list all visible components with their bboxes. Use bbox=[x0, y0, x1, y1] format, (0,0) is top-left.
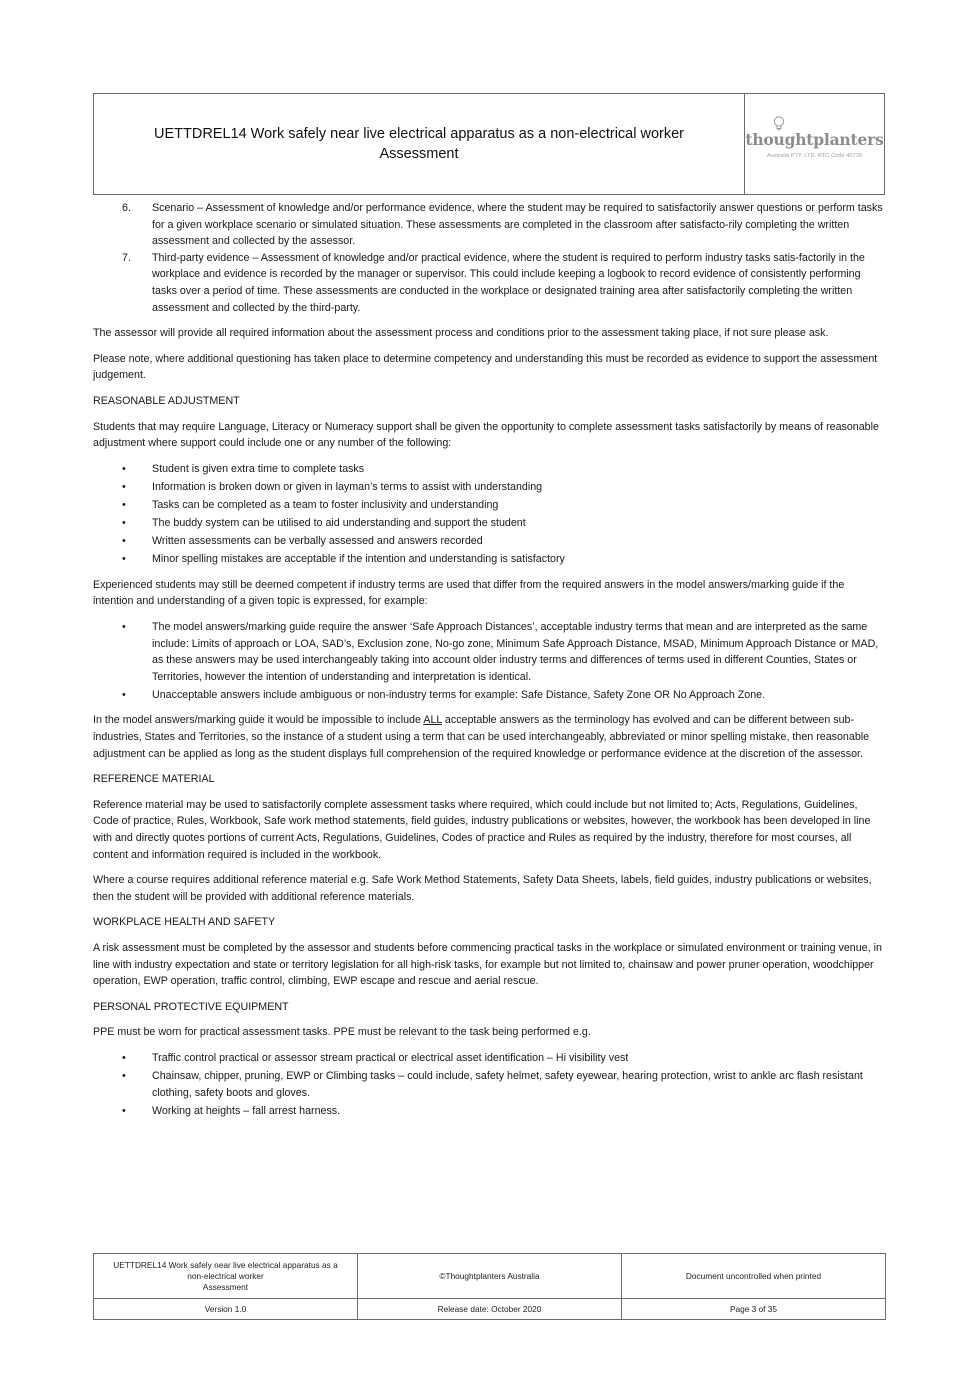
page-header bbox=[93, 93, 885, 195]
bullet-icon: • bbox=[122, 1051, 126, 1064]
list-item: • Unacceptable answers include ambiguous or non-industry terms for example: Safe Distance, Safety Zone OR No Approach Zone. bbox=[93, 687, 885, 704]
bullet-icon: • bbox=[122, 553, 126, 566]
paragraph-reference-2: Where a course requires additional reference material e.g. Safe Work Method Statements, Safety Data Sheets, labels, field guides, industry publications or websites, then the student will be provided with additional reference materials. bbox=[93, 874, 872, 903]
lightbulb-icon bbox=[773, 116, 785, 131]
paragraph-reference-1: Reference material may be used to satisfactorily complete assessment tasks where required, which could include but not limited to; Acts, Regulations, Guidelines, Code of practice, Rules, Workbook, Safe work method statements, field guides, industry publications or websites, however, the workbook has been developed in line with and directly quotes portions of current Acts, Regulations, Guidelines, Codes of practice and Rules as required by the industry, therefore for most courses, all content and information required is included in the workbook. bbox=[93, 798, 871, 861]
paragraph-assessor: The assessor will provide all required information about the assessment process and conditions prior to the assessment taking place, if not sure please ask. bbox=[93, 327, 829, 340]
paragraph-ppe: PPE must be worn for practical assessment tasks. PPE must be relevant to the task being performed e.g. bbox=[93, 1026, 591, 1039]
list-item: • Minor spelling mistakes are acceptable if the intention and understanding is satisfactory bbox=[93, 551, 885, 568]
paragraph-model-answers: In the model answers/marking guide it would be impossible to include ALL acceptable answers as the terminology has evolved and can be different between sub-industries, States and Territories, so the instance of a student using a term that can be used interchangeably, abbreviated or minor spelling mistake, then reasonable adjustment can be applied as long as the student displays full comprehension of the required knowledge or performance evidence at the discretion of the assessor. bbox=[93, 714, 870, 760]
list-item: • Information is broken down or given in layman’s terms to assist with understanding bbox=[93, 479, 885, 496]
heading-ppe: PERSONAL PROTECTIVE EQUIPMENT bbox=[93, 1000, 289, 1013]
footer-copyright: ©Thoughtplanters Australia bbox=[358, 1254, 622, 1299]
list-item: • Working at heights – fall arrest harness. bbox=[93, 1103, 885, 1120]
header-title bbox=[94, 94, 745, 194]
logo-text: thoughtplanters bbox=[745, 129, 884, 149]
footer-uncontrolled-notice: Document uncontrolled when printed bbox=[622, 1254, 886, 1299]
footer-unit-title: UETTDREL14 Work safely near live electrical apparatus as a non-electrical worker Assessment bbox=[94, 1254, 358, 1299]
heading-reference-material: REFERENCE MATERIAL bbox=[93, 773, 215, 786]
bullet-icon: • bbox=[122, 462, 126, 475]
heading-reasonable-adjustment: REASONABLE ADJUSTMENT bbox=[93, 394, 240, 407]
bullet-icon: • bbox=[122, 620, 126, 633]
bullet-icon: • bbox=[122, 480, 126, 493]
list-item: 7. Third-party evidence – Assessment of knowledge and/or practical evidence, where the student is required to perform industry tasks satis-factorily in the workplace and evidence is recorded by the manager or supervisor. This could include keeping a logbook to record evidence of consistently performing tasks over a period of time. These assessments are conducted in the workplace or designated training area after satisfactorily completing the written assessment and collected by the third-party. bbox=[122, 251, 865, 314]
logo-subtext: Australia PTY. LTD. RTO Code 40739 bbox=[766, 152, 863, 159]
list-item: • Student is given extra time to complete tasks bbox=[93, 461, 885, 478]
bullet-icon: • bbox=[122, 535, 126, 548]
list-item: • Written assessments can be verbally assessed and answers recorded bbox=[93, 533, 885, 550]
list-item: • The model answers/marking guide require the answer ‘Safe Approach Distances’, acceptable industry terms that mean and are interpreted as the same include: Limits of approach or LOA, SAD’s, Exclusion zone, No-go zone, Minimum Safe Approach Distance, MSAD, Minimum Approach Distance or MAD, as these answers may be used interchangeably taking into account older industry terms and differences of terms used in different Counties, States or Territories, however the intention of understanding and interpretation is identical. bbox=[122, 620, 879, 683]
bullet-icon: • bbox=[122, 1070, 126, 1083]
paragraph-whs: A risk assessment must be completed by the assessor and students before commencing practical tasks in the workplace or simulated environment or training venue, in line with industry expectation and state or territory legislation for all high-risk tasks, for example but not limited to, chainsaw and power pruner operation, woodchipper operation, EWP operation, traffic control, climbing, EWP escape and rescue and aerial rescue. bbox=[93, 941, 882, 988]
company-logo bbox=[745, 94, 884, 194]
paragraph-experienced: Experienced students may still be deemed competent if industry terms are used that differ from the required answers in the model answers/marking guide if the intention and understanding of a given topic is expressed, for example: bbox=[93, 578, 845, 608]
paragraph-questioning: Please note, where additional questioning has taken place to determine competency and understanding this must be recorded as evidence to support the assessment judgement. bbox=[93, 352, 878, 382]
page-footer bbox=[93, 1253, 886, 1320]
header-title-line2: Assessment bbox=[379, 146, 459, 162]
footer-release-date: Release date: October 2020 bbox=[358, 1299, 622, 1320]
emphasis-all: ALL bbox=[423, 714, 442, 727]
list-item: 6. Scenario – Assessment of knowledge and/or performance evidence, where the student may be required to satisfactorily answer questions or perform tasks for a given workplace scenario or simulated situation. These assessments are completed in the classroom after satisfacto-rily completing the written assessment and collected by the assessor. bbox=[122, 202, 883, 248]
paragraph-lln-support: Students that may require Language, Literacy or Numeracy support shall be given the opportunity to complete assessment tasks satisfactorily by means of reasonable adjustment where support could include one or any number of the following: bbox=[93, 420, 879, 450]
adjustment-bullets bbox=[93, 461, 885, 568]
bullet-icon: • bbox=[122, 517, 126, 529]
list-item: • Traffic control practical or assessor stream practical or electrical asset identification – Hi visibility vest bbox=[93, 1050, 885, 1067]
page-content bbox=[93, 200, 885, 1128]
bullet-icon: • bbox=[122, 498, 126, 511]
list-item: • The buddy system can be utilised to aid understanding and support the student bbox=[93, 515, 885, 532]
footer-page-number: Page 3 of 35 bbox=[622, 1299, 886, 1320]
evidence-list bbox=[93, 200, 885, 316]
list-item: • Tasks can be completed as a team to foster inclusivity and understanding bbox=[93, 497, 885, 514]
bullet-icon: • bbox=[122, 1104, 126, 1117]
example-bullets bbox=[93, 619, 885, 703]
heading-whs: WORKPLACE HEALTH AND SAFETY bbox=[93, 916, 276, 929]
footer-version: Version 1.0 bbox=[94, 1299, 358, 1320]
list-item: • Chainsaw, chipper, pruning, EWP or Climbing tasks – could include, safety helmet, safety eyewear, hearing protection, wrist to ankle arc flash resistant clothing, safety boots and gloves. bbox=[122, 1070, 863, 1099]
bullet-icon: • bbox=[122, 688, 126, 701]
ppe-bullets bbox=[93, 1050, 885, 1119]
header-title-line1: UETTDREL14 Work safely near live electrical apparatus as a non-electrical worker bbox=[153, 126, 684, 142]
